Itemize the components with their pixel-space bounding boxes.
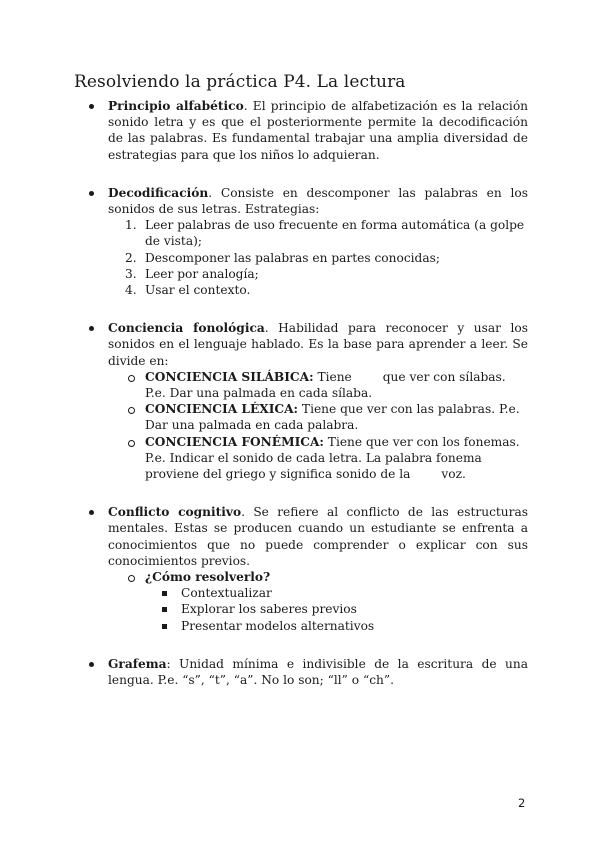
item-text: Usar el contexto. xyxy=(145,283,251,298)
list-item xyxy=(128,434,528,483)
main-list xyxy=(88,98,528,688)
item-text: Leer palabras de uso frecuente en forma automática (a golpe de vista); xyxy=(145,218,525,249)
list-item xyxy=(128,401,528,433)
section-principio-alfabetico xyxy=(88,98,528,163)
item-number: 4. xyxy=(125,283,137,298)
section-text: . Habilidad para reconocer y usar los sonidos en el lenguaje hablado. Es la base para aprender a leer. Se divide en: xyxy=(108,321,528,368)
item-number: 3. xyxy=(125,266,137,281)
section-term: Conciencia fonológica xyxy=(108,321,265,336)
page-title: Resolviendo la práctica P4. La lectura xyxy=(74,72,406,92)
item-text: Tiene que ver con sílabas. P.e. Dar una palmada en cada sílaba. xyxy=(145,369,510,401)
content-body xyxy=(88,98,528,710)
item-text: Leer por analogía; xyxy=(145,266,259,281)
section-term: Grafema xyxy=(108,656,167,671)
item-number: 2. xyxy=(125,250,137,265)
list-item: Contextualizar xyxy=(162,585,528,601)
item-number: 1. xyxy=(125,218,137,233)
sub-label: ¿Cómo resolverlo? xyxy=(145,570,271,585)
sublist-conciencia xyxy=(108,369,528,482)
item-text: Descomponer las palabras en partes conocidas; xyxy=(145,250,440,265)
section-term: Principio alfabético xyxy=(108,99,244,113)
section-grafema xyxy=(88,656,528,688)
item-term: CONCIENCIA LÉXICA: xyxy=(145,402,299,417)
list-item xyxy=(125,250,528,266)
list-item xyxy=(125,217,528,249)
section-conciencia-fonologica xyxy=(88,320,528,482)
resolver-steps xyxy=(145,585,528,634)
item-term: CONCIENCIA FONÉMICA: xyxy=(145,434,324,449)
page-number: 2 xyxy=(518,796,526,810)
sublist-resolver xyxy=(108,569,528,634)
section-term: Decodificación xyxy=(108,185,209,200)
section-text: . Se refiere al conflicto de las estructuras mentales. Estas se producen cuando un estudiante se enfrenta a conocimientos que no puede comprender o explicar con sus conocimientos previos. xyxy=(108,505,528,568)
section-conflicto-cognitivo xyxy=(88,504,528,634)
list-item: Explorar los saberes previos xyxy=(162,601,528,617)
section-text: : Unidad mínima e indivisible de la escritura de una lengua. P.e. “s”, “t”, “a”. No lo son; “ll” o “ch”. xyxy=(108,656,528,688)
list-item: Presentar modelos alternativos xyxy=(162,618,528,634)
section-term: Conflicto cognitivo xyxy=(108,505,242,520)
section-text: . El principio de alfabetización es la relación sonido letra y es que el posteriormente permite la decodificación de las palabras. Es fundamental trabajar una amplia diversidad de estrategias para que los niños lo adquieran. xyxy=(108,99,529,162)
list-item xyxy=(125,282,528,298)
section-text: . Consiste en descomponer las palabras en los sonidos de sus letras. Estrategias: xyxy=(108,185,528,217)
list-item xyxy=(128,569,528,634)
strategies-list xyxy=(108,217,528,298)
section-decodificacion xyxy=(88,185,528,298)
list-item xyxy=(128,369,528,401)
list-item xyxy=(125,266,528,282)
item-text: Tiene que ver con las palabras. P.e. Dar una palmada en cada palabra. xyxy=(145,402,520,433)
item-term: CONCIENCIA SILÁBICA: xyxy=(145,369,314,384)
item-text: Tiene que ver con los fonemas. P.e. Indicar el sonido de cada letra. La palabra fonema proviene del griego y significa sonido de la voz. xyxy=(145,434,524,482)
